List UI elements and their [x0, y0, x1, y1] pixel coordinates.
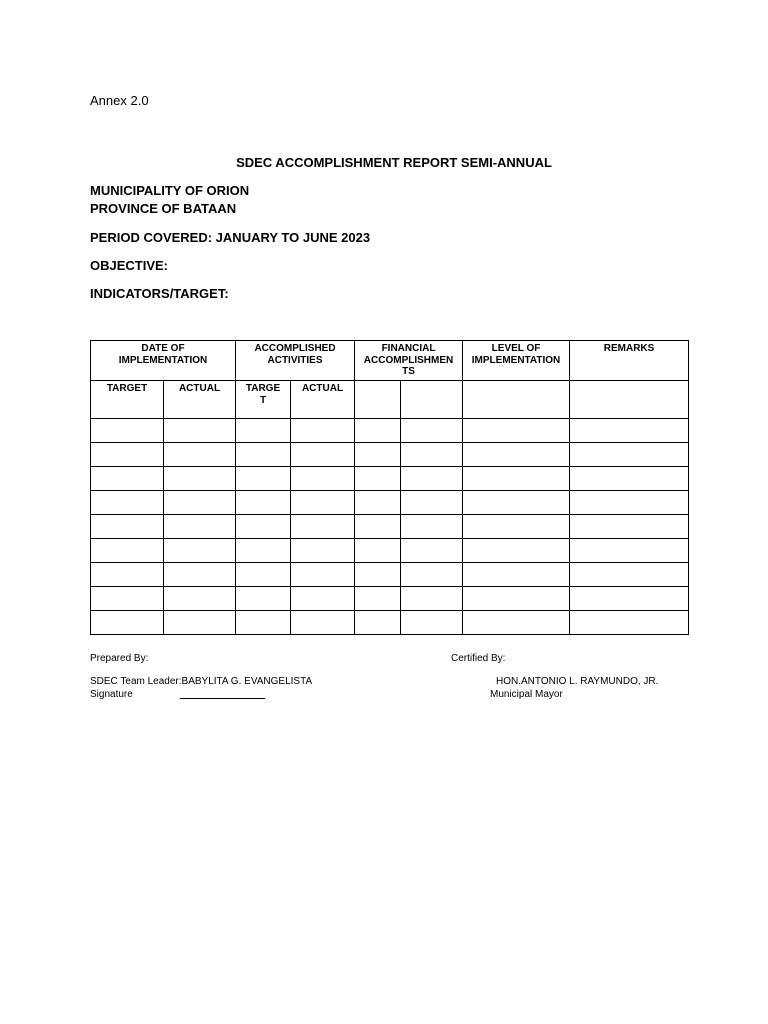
table-cell: [291, 419, 355, 443]
table-cell: [164, 419, 236, 443]
table-cell: [164, 443, 236, 467]
table-cell: [236, 611, 291, 635]
table-cell: [570, 443, 689, 467]
table-cell: [570, 491, 689, 515]
table-cell: [236, 419, 291, 443]
table-cell: [91, 491, 164, 515]
table-cell: [291, 443, 355, 467]
date-of-implementation-header: [91, 341, 236, 381]
table-cell: [355, 563, 401, 587]
table-cell: [401, 419, 463, 443]
team-leader-name: SDEC Team Leader:BABYLITA G. EVANGELISTA: [90, 676, 313, 687]
table-cell: [91, 443, 164, 467]
table-cell: [401, 563, 463, 587]
accomplishment-table: [90, 340, 689, 635]
period-covered: PERIOD COVERED: JANUARY TO JUNE 2023: [90, 230, 371, 245]
signature-label: Signature: [90, 689, 133, 700]
mayor-name: HON.ANTONIO L. RAYMUNDO, JR.: [496, 676, 659, 687]
municipality-heading: MUNICIPALITY OF ORION: [90, 183, 250, 198]
table-row: [91, 539, 689, 563]
table-cell: [463, 587, 570, 611]
table-cell: [570, 587, 689, 611]
table-header-row: [91, 341, 689, 381]
table-cell: [164, 491, 236, 515]
date-target-header: TARGET: [91, 381, 164, 419]
accomplished-activities-header: [236, 341, 355, 381]
province-heading: PROVINCE OF BATAAN: [90, 201, 237, 216]
table-cell: [291, 611, 355, 635]
table-row: [91, 563, 689, 587]
table-cell: [91, 467, 164, 491]
mayor-title: Municipal Mayor: [490, 689, 563, 700]
table-cell: [401, 587, 463, 611]
financial-accomplishments-header: [355, 341, 463, 381]
signature-line: [180, 698, 265, 699]
header-line: IMPLEMENTATION: [471, 354, 561, 366]
table-cell: [463, 611, 570, 635]
table-row: [91, 443, 689, 467]
header-line: TARGE: [245, 383, 281, 394]
table-cell: [463, 491, 570, 515]
table-cell: [355, 491, 401, 515]
indicators-label: INDICATORS/TARGET:: [90, 286, 229, 301]
table-cell: [401, 467, 463, 491]
header-line: T: [259, 394, 267, 406]
header-line: IMPLEMENTATION: [118, 354, 208, 366]
level-of-implementation-header: [463, 341, 570, 381]
table-row: [91, 467, 689, 491]
table-cell: [401, 611, 463, 635]
table-cell: [91, 515, 164, 539]
table-cell: [463, 563, 570, 587]
table-cell: [291, 539, 355, 563]
table-row: [91, 611, 689, 635]
table-row: [91, 491, 689, 515]
table-cell: [236, 563, 291, 587]
table-cell: [291, 515, 355, 539]
table-cell: [401, 443, 463, 467]
table-cell: [91, 611, 164, 635]
table-cell: [355, 443, 401, 467]
table-cell: [463, 467, 570, 491]
table-cell: [570, 539, 689, 563]
table-cell: [355, 539, 401, 563]
prepared-by-label: Prepared By:: [90, 653, 149, 664]
table-cell: [355, 587, 401, 611]
activities-target-header: [236, 381, 291, 419]
table-cell: [164, 467, 236, 491]
remarks-header: REMARKS: [570, 341, 689, 381]
table-cell: [570, 419, 689, 443]
table-cell: [401, 515, 463, 539]
remarks-col: [570, 381, 689, 419]
table-cell: [164, 611, 236, 635]
date-actual-header: ACTUAL: [164, 381, 236, 419]
table-cell: [291, 467, 355, 491]
header-line: DATE OF: [141, 343, 185, 354]
header-line: FINANCIAL: [381, 343, 436, 354]
table-cell: [570, 563, 689, 587]
financial-col-2: [401, 381, 463, 419]
table-cell: [291, 491, 355, 515]
annex-label: Annex 2.0: [90, 93, 149, 108]
table-cell: [355, 419, 401, 443]
table-cell: [463, 539, 570, 563]
activities-actual-header: ACTUAL: [291, 381, 355, 419]
table-cell: [91, 419, 164, 443]
table-cell: [164, 563, 236, 587]
header-line: ACCOMPLISHED: [254, 343, 336, 354]
certified-by-label: Certified By:: [451, 653, 506, 664]
table-cell: [463, 419, 570, 443]
financial-col-1: [355, 381, 401, 419]
table-cell: [91, 587, 164, 611]
table-row: [91, 419, 689, 443]
table-cell: [401, 539, 463, 563]
table-cell: [91, 563, 164, 587]
table-cell: [164, 587, 236, 611]
table-body: [91, 419, 689, 635]
header-line: ACTIVITIES: [267, 354, 323, 366]
table-cell: [570, 467, 689, 491]
table-row: [91, 587, 689, 611]
table-cell: [164, 515, 236, 539]
table-cell: [355, 611, 401, 635]
header-line: LEVEL OF: [491, 343, 541, 354]
level-col: [463, 381, 570, 419]
table-cell: [570, 515, 689, 539]
table-cell: [401, 491, 463, 515]
table-cell: [236, 443, 291, 467]
header-line: ACCOMPLISHMEN: [363, 354, 454, 366]
table-cell: [291, 563, 355, 587]
objective-label: OBJECTIVE:: [90, 258, 169, 273]
table-cell: [236, 467, 291, 491]
table-cell: [570, 611, 689, 635]
table-cell: [463, 443, 570, 467]
table-cell: [164, 539, 236, 563]
table-cell: [355, 515, 401, 539]
header-line: TS: [402, 366, 415, 377]
table-cell: [236, 515, 291, 539]
report-title: SDEC ACCOMPLISHMENT REPORT SEMI-ANNUAL: [236, 155, 552, 170]
table-cell: [236, 587, 291, 611]
table-cell: [91, 539, 164, 563]
table-cell: [355, 467, 401, 491]
table-cell: [463, 515, 570, 539]
table-cell: [236, 491, 291, 515]
table-cell: [236, 539, 291, 563]
table-cell: [291, 587, 355, 611]
table-subheader-row: [91, 381, 689, 419]
table-row: [91, 515, 689, 539]
